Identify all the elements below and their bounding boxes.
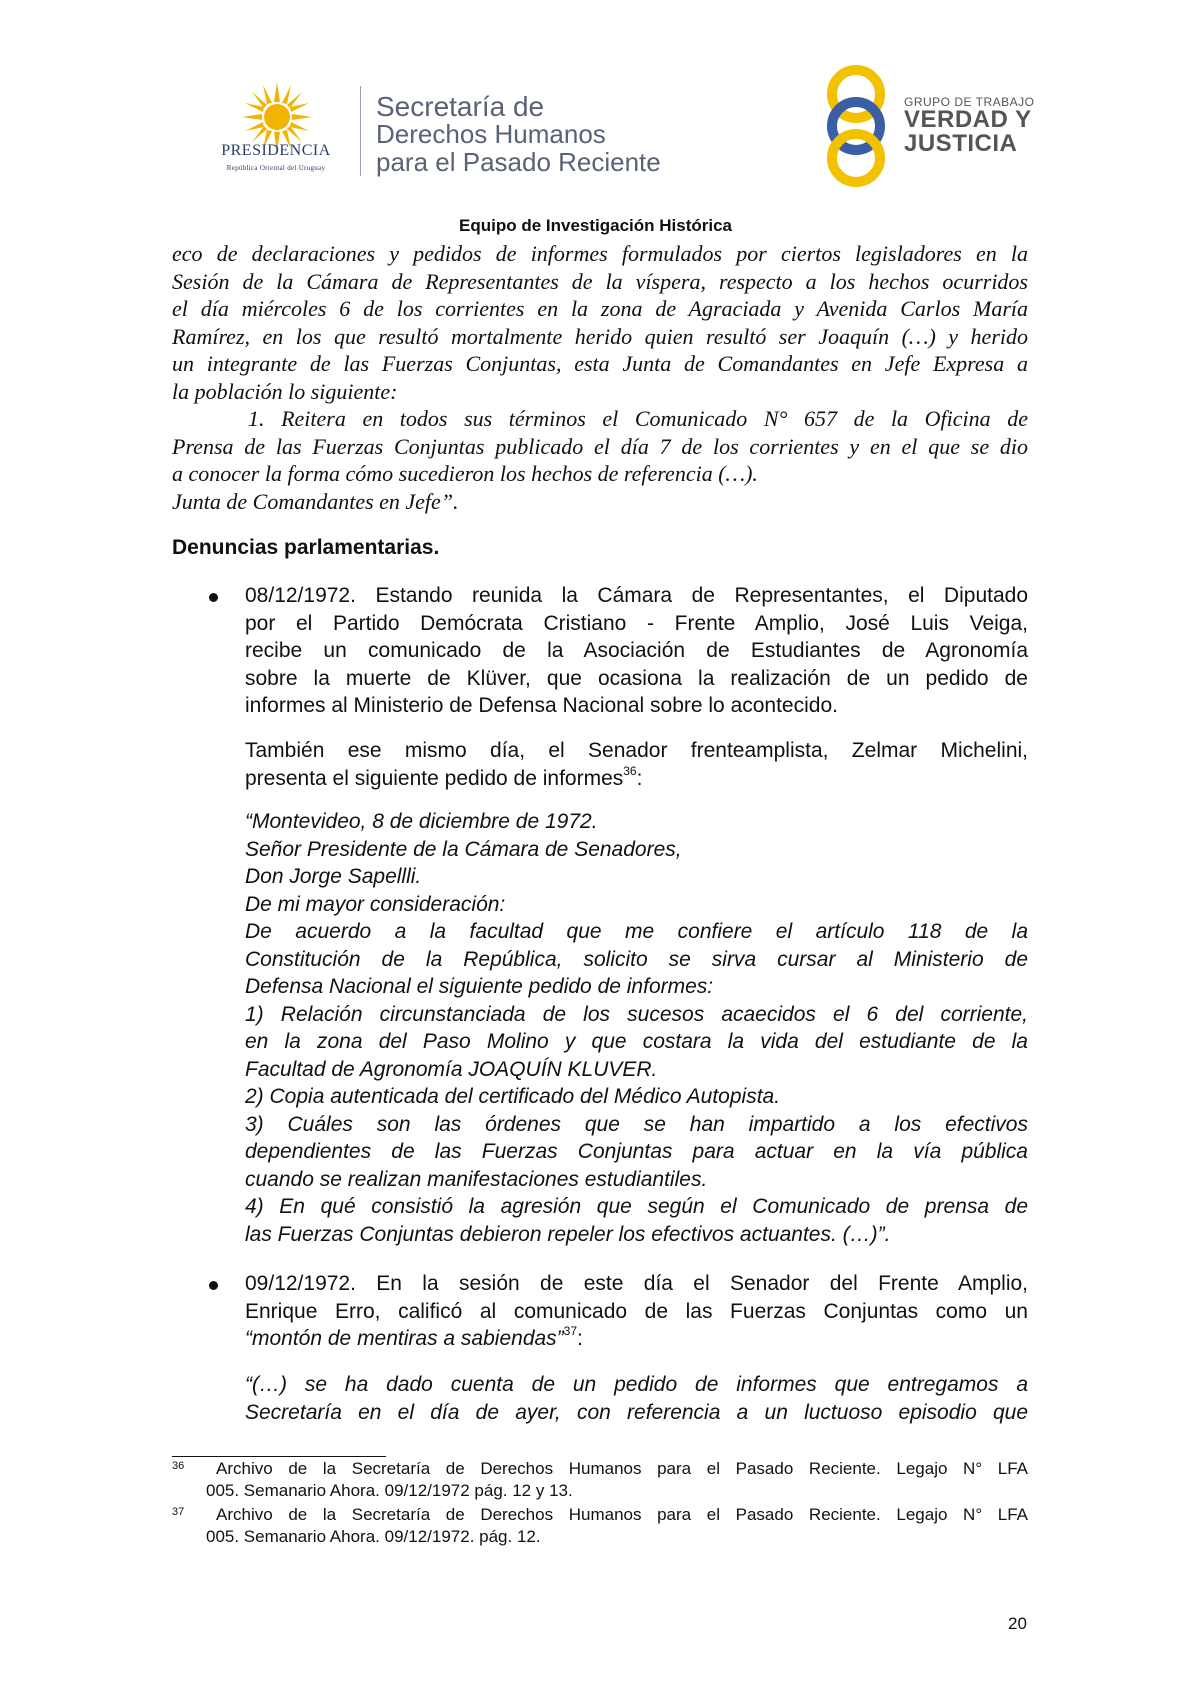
grupo-trabajo-line-2: VERDAD Y (904, 106, 1032, 133)
bullet-item-2 (245, 1270, 1028, 1353)
quote-line: Sesión de la Cámara de Representantes de la víspera, respecto a los hechos ocurridos (172, 268, 1028, 294)
bullet-item-1 (245, 582, 1028, 720)
footnote-ref-37[interactable]: 37 (563, 1324, 578, 1338)
footnote-line: 005. Semanario Ahora. 09/12/1972. pág. 12. (206, 1527, 541, 1546)
bullet-line: informes al Ministerio de Defensa Nacional sobre lo acontecido. (245, 694, 838, 717)
footnote-number: 36 (172, 1460, 185, 1472)
quote-line: eco de declaraciones y pedidos de informes formulados por ciertos legisladores en la (172, 241, 1028, 266)
grupo-trabajo-line-1: GRUPO DE TRABAJO (904, 95, 1035, 109)
quoted-phrase: “montón de mentiras a sabiendas” (245, 1327, 564, 1350)
section-heading: Denuncias parlamentarias. (172, 536, 440, 559)
page-number: 20 (1008, 1614, 1027, 1633)
team-heading: Equipo de Investigación Histórica (459, 216, 732, 235)
quote-line: 1) Relación circunstanciada de los sucesos acaecidos el 6 del corriente, (245, 1002, 1028, 1026)
bullet-punct: : (577, 1327, 583, 1350)
quote-line: un integrante de las Fuerzas Conjuntas, esta Junta de Comandantes en Jefe Expresa a (172, 351, 1028, 376)
quote-line: “(…) se ha dado cuenta de un pedido de informes que entregamos a (245, 1373, 1028, 1396)
bullet-line (245, 1325, 1028, 1353)
quote-line: 4) En qué consistió la agresión que según el Comunicado de prensa de (245, 1195, 1028, 1218)
presidencia-logo (196, 80, 356, 180)
paragraph-punct: : (636, 766, 643, 790)
footnote-line: Archivo de la Secretaría de Derechos Humanos para el Pasado Reciente. Legajo N° LFA (216, 1505, 1028, 1524)
quote-line: Constitución de la República, solicito se sirva cursar al Ministerio de (245, 947, 1028, 971)
linked-rings-icon (816, 64, 896, 189)
grupo-trabajo-line-3: JUSTICIA (904, 130, 1018, 157)
secretaria-line-1: Secretaría de (376, 91, 545, 122)
quote-line: cuando se realizan manifestaciones estudiantiles. (245, 1167, 708, 1191)
footnote-line: 005. Semanario Ahora. 09/12/1972 pág. 12 y 13. (206, 1481, 573, 1500)
grupo-trabajo-text (904, 96, 1034, 156)
quote-signature: Junta de Comandantes en Jefe”. (172, 488, 459, 514)
presidencia-name: PRESIDENCIA (221, 142, 331, 159)
quote-line: Don Jorge Sapellli. (245, 865, 422, 888)
quote-line: 3) Cuáles son las órdenes que se han impartido a los efectivos (245, 1112, 1028, 1136)
quote-item-line: Prensa de las Fuerzas Conjuntas publicado el día 7 de los corrientes y en el que se dio (172, 433, 1028, 459)
quote-line: Facultad de Agronomía JOAQUÍN KLUVER. (245, 1057, 658, 1081)
header-divider (360, 86, 361, 176)
footnote-separator (172, 1456, 386, 1457)
erro-quote (245, 1371, 1028, 1426)
quote-line: “Montevideo, 8 de diciembre de 1972. (245, 810, 598, 833)
presidencia-subtitle: República Oriental del Uruguay (226, 164, 326, 172)
secretaria-line-2: Derechos Humanos (376, 119, 606, 150)
quote-line: Señor Presidente de la Cámara de Senadores, (245, 837, 682, 861)
bullet-line: recibe un comunicado de la Asociación de Estudiantes de Agronomía (245, 639, 1028, 662)
footnote-line: Archivo de la Secretaría de Derechos Humanos para el Pasado Reciente. Legajo N° LFA (216, 1459, 1028, 1478)
footnote-number: 37 (172, 1506, 185, 1518)
quote-item-line: 1. Reitera en todos sus términos el Comunicado N° 657 de la Oficina de (248, 406, 1028, 431)
quote-line: De mi mayor consideración: (245, 892, 506, 916)
quote-line: De acuerdo a la facultad que me confiere el artículo 118 de la (245, 920, 1028, 943)
quote-line: dependientes de las Fuerzas Conjuntas para actuar en la vía pública (245, 1140, 1028, 1163)
footnote-ref-36[interactable]: 36 (623, 763, 637, 778)
quote-line: las Fuerzas Conjuntas debieron repeler los efectivos actuantes. (…)”. (245, 1222, 891, 1246)
paragraph-line: También ese mismo día, el Senador frenteamplista, Zelmar Michelini, (245, 739, 1028, 762)
quote-line: el día miércoles 6 de los corrientes en la zona de Agraciada y Avenida Carlos María (172, 296, 1028, 321)
quote-line: Defensa Nacional el siguiente pedido de informes: (245, 975, 714, 998)
grupo-trabajo-logo (816, 64, 1046, 189)
quote-line: la población lo siguiente: (172, 378, 398, 404)
bullet-icon (209, 593, 218, 602)
bullet-line: 08/12/1972. Estando reunida la Cámara de Representantes, el Diputado (245, 584, 1028, 607)
quote-line: Ramírez, en los que resultó mortalmente herido quien resultó ser Joaquín (…) y herido (172, 323, 1028, 349)
bullet-line: sobre la muerte de Klüver, que ocasiona la realización de un pedido de (245, 666, 1028, 690)
footnote-37 (172, 1504, 1028, 1548)
quote-line: Secretaría en el día de ayer, con referencia a un luctuoso episodio que (245, 1400, 1028, 1424)
secretaria-line-3: para el Pasado Reciente (376, 146, 661, 177)
bullet-line: por el Partido Demócrata Cristiano - Frente Amplio, José Luis Veiga, (245, 611, 1028, 635)
bullet-line: 09/12/1972. En la sesión de este día el Senador del Frente Amplio, (245, 1272, 1028, 1295)
paragraph-text: presenta el siguiente pedido de informes (245, 766, 624, 790)
paragraph-line (245, 765, 1028, 793)
bullet-line: Enrique Erro, calificó al comunicado de las Fuerzas Conjuntas como un (245, 1299, 1028, 1323)
michelini-paragraph (245, 737, 1028, 792)
secretaria-logo-text (376, 92, 661, 176)
michelini-request-quote (245, 808, 1028, 1248)
footnote-36 (172, 1458, 1028, 1502)
quote-item-line: a conocer la forma cómo sucedieron los hechos de referencia (…). (172, 461, 758, 486)
bullet-icon (209, 1281, 218, 1290)
quote-line: en la zona del Paso Molino y que costara la vida del estudiante de la (245, 1030, 1028, 1053)
military-communique-quote (172, 240, 1028, 515)
quote-line: 2) Copia autenticada del certificado del Médico Autopista. (245, 1085, 781, 1108)
